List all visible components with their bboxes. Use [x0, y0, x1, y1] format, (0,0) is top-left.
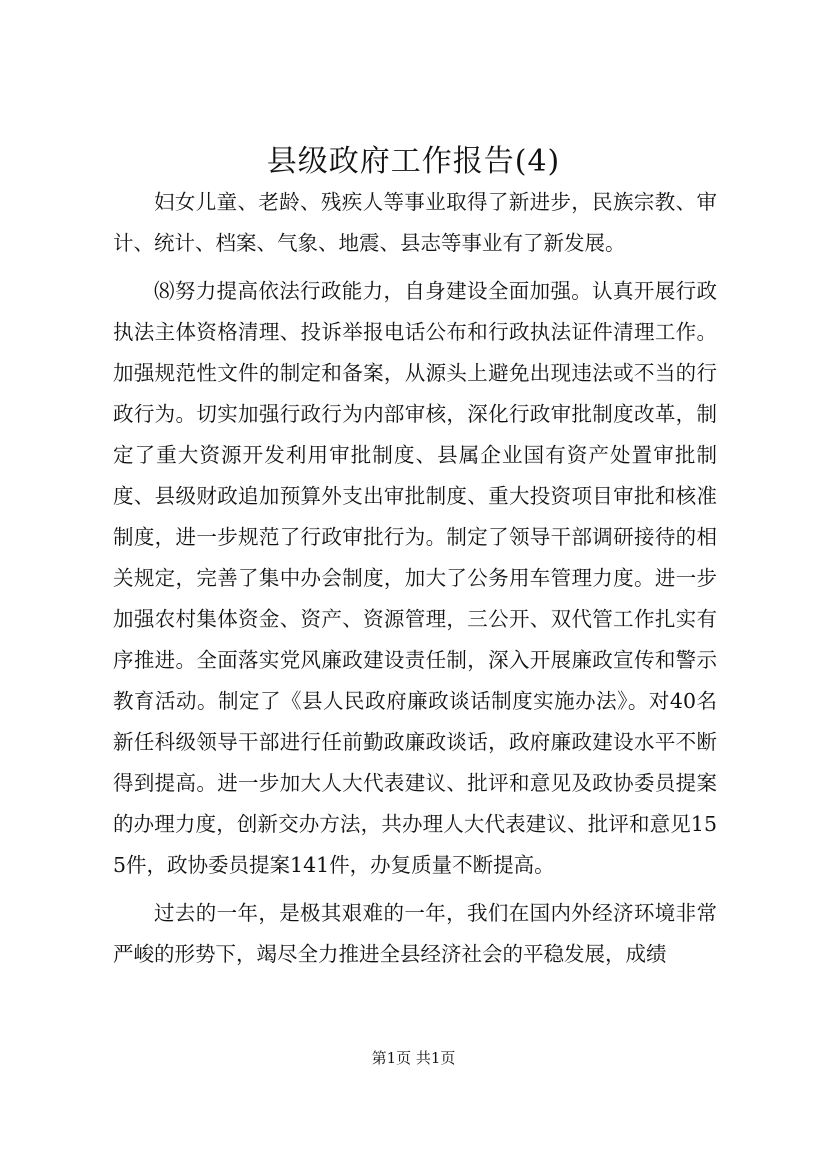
paragraph-review: 过去的一年，是极其艰难的一年，我们在国内外经济环境非常严峻的形势下，竭尽全力推进全县经济社会的平稳发展，成绩	[113, 901, 717, 966]
document-body	[113, 182, 717, 975]
paragraph-administration: ⑻努力提高依法行政能力，自身建设全面加强。认真开展行政执法主体资格清理、投诉举报电话公布和行政执法证件清理工作。加强规范性文件的制定和备案，从源头上避免出现违法或不当的行政行为。切实加强行政行为内部审核，深化行政审批制度改革，制定了重大资源开发利用审批制度、县属企业国有资产处置审批制度、县级财政追加预算外支出审批制度、重大投资项目审批和核准制度，进一步规范了行政审批行为。制定了领导干部调研接待的相关规定，完善了集中办会制度，加大了公务用车管理力度。进一步加强农村集体资金、资产、资源管理，三公开、双代管工作扎实有序推进。全面落实党风廉政建设责任制，深入开展廉政宣传和警示教育活动。制定了《县人民政府廉政谈话制度实施办法》。对40名新任科级领导干部进行任前勤政廉政谈话，政府廉政建设水平不断得到提高。进一步加大人大代表建议、批评和意见及政协委员提案的办理力度，创新交办方法，共办理人大代表建议、批评和意见155件，政协委员提案141件，办复质量不断提高。	[113, 279, 717, 877]
document-title: 县级政府工作报告(4)	[266, 144, 561, 179]
page-number-footer: 第1页 共1页	[371, 1049, 456, 1067]
paragraph-social-progress: 妇女儿童、老龄、残疾人等事业取得了新进步，民族宗教、审计、统计、档案、气象、地震、县志等事业有了新发展。	[113, 190, 717, 255]
